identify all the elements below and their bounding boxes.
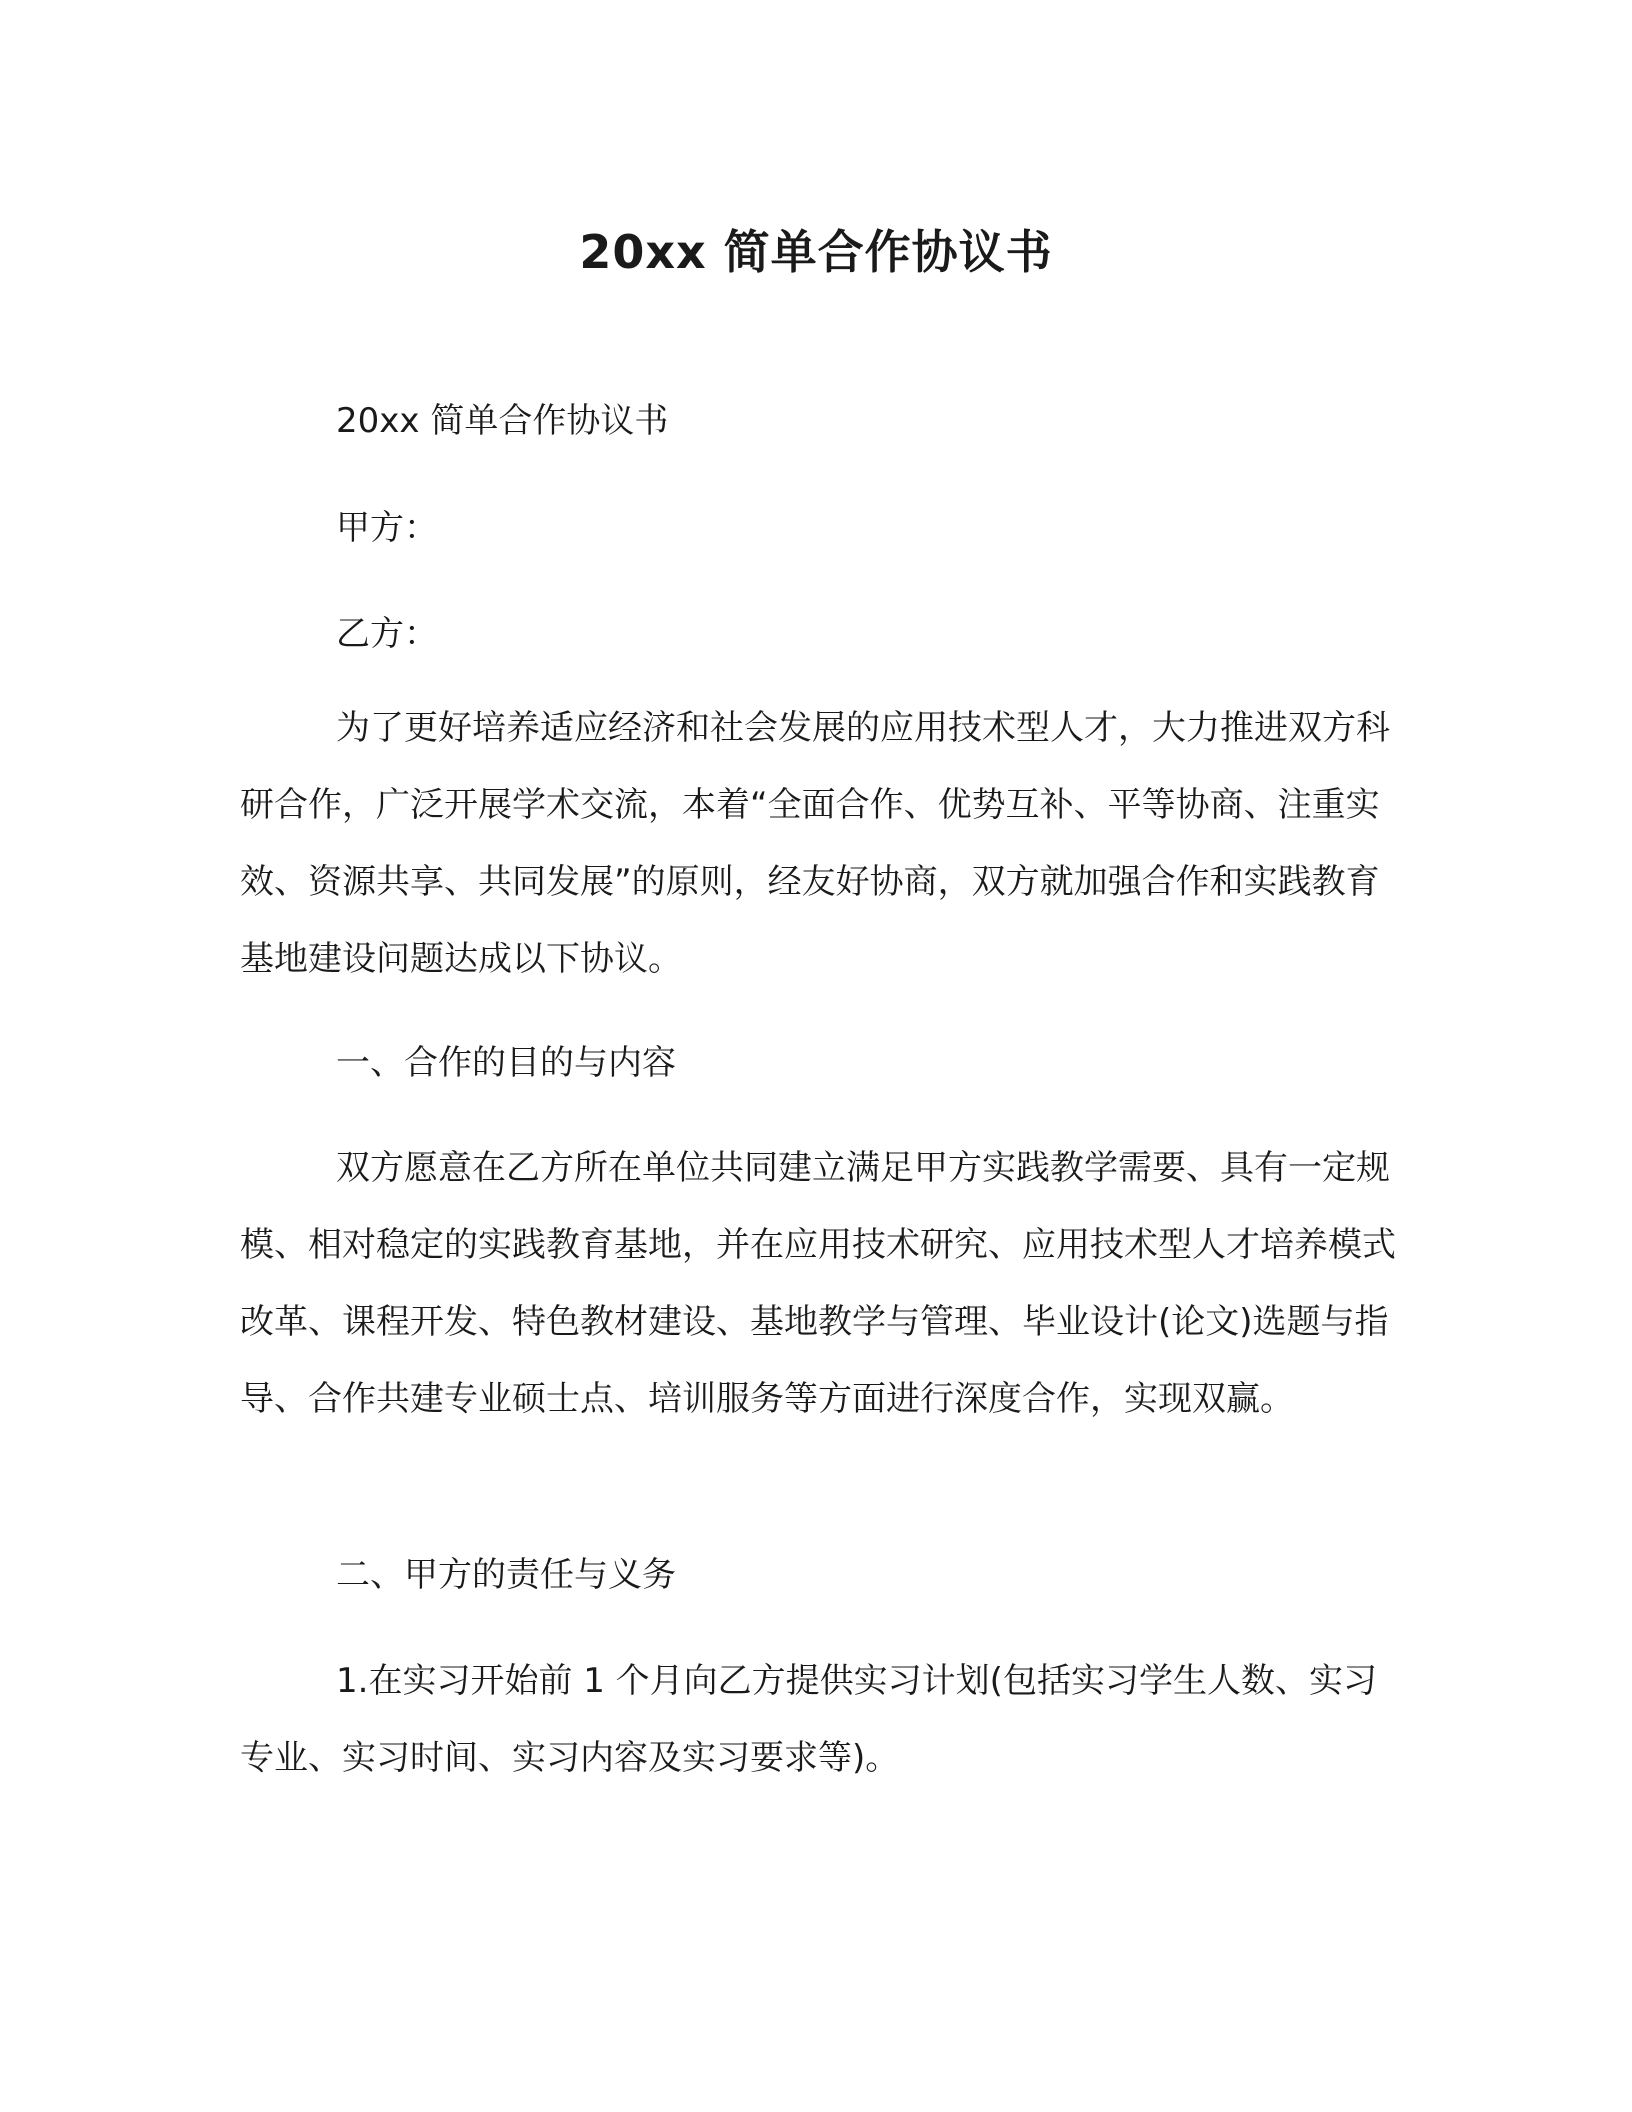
document-subtitle: 20xx 简单合作协议书	[336, 401, 669, 441]
party-b-label: 乙方：	[336, 614, 438, 654]
section-1-heading: 一、合作的目的与内容	[336, 1043, 676, 1083]
section-2-heading: 二、甲方的责任与义务	[336, 1555, 676, 1595]
section-1-paragraph: 双方愿意在乙方所在单位共同建立满足甲方实践教学需要、具有一定规模、相对稳定的实践教育基地，并在应用技术研究、应用技术型人才培养模式改革、课程开发、特色教材建设、基地教学与管理、毕业设计(论文)选题与指导、合作共建专业硕士点、培训服务等方面进行深度合作，实现双赢。	[240, 1148, 1396, 1419]
intro-paragraph: 为了更好培养适应经济和社会发展的应用技术型人才，大力推进双方科研合作，广泛开展学术交流，本着“全面合作、优势互补、平等协商、注重实效、资源共享、共同发展”的原则，经友好协商，双方就加强合作和实践教育基地建设问题达成以下协议。	[240, 708, 1390, 979]
document-title: 20xx 简单合作协议书	[579, 225, 1053, 279]
section-2-item-1: 1.在实习开始前 1 个月向乙方提供实习计划(包括实习学生人数、实习专业、实习时间、实习内容及实习要求等)。	[240, 1661, 1377, 1778]
party-a-label: 甲方：	[336, 508, 438, 548]
